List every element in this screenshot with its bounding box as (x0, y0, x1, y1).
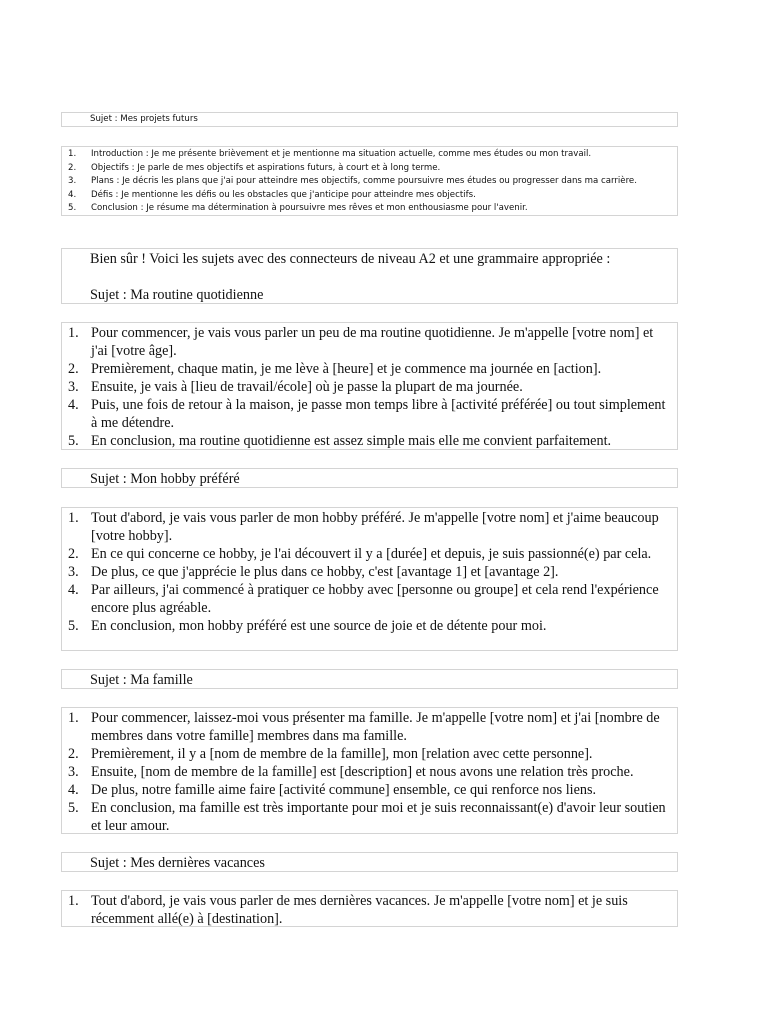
list-item (62, 189, 677, 203)
list-item (62, 799, 677, 835)
item-text: Pour commencer, laissez-moi vous présenter ma famille. Je m'appelle [votre nom] et j'ai [nombre de membres dans votre famille] membres dans ma famille. (91, 710, 660, 744)
list-item (62, 360, 677, 378)
item-text: En ce qui concerne ce hobby, je l'ai découvert il y a [durée] et depuis, je suis passionné(e) par cela. (91, 546, 652, 562)
subject-text: Sujet : Ma famille (90, 672, 193, 688)
item-number: 4. (68, 782, 79, 798)
list-item (62, 617, 677, 635)
list-hobby (61, 507, 678, 651)
list-item (62, 378, 677, 396)
item-number: 5. (68, 433, 79, 449)
item-text: Défis : Je mentionne les défis ou les obstacles que j'anticipe pour atteindre mes objectifs. (91, 189, 476, 200)
item-text: En conclusion, ma famille est très importante pour moi et je suis reconnaissant(e) d'avoir leur soutien et leur amour. (91, 800, 666, 834)
item-text: Plans : Je décris les plans que j'ai pour atteindre mes objectifs, comme poursuivre mes études ou progresser dans ma carrière. (91, 176, 637, 187)
item-text: Par ailleurs, j'ai commencé à pratiquer ce hobby avec [personne ou groupe] et cela rend l'expérience encore plus agréable. (91, 582, 659, 616)
item-text: Introduction : Je me présente brièvement et je mentionne ma situation actuelle, comme mes études ou mon travail. (91, 149, 592, 159)
list-item (62, 162, 677, 176)
item-number: 2. (68, 162, 77, 173)
subject-heading-famille (61, 669, 678, 689)
item-number: 1. (68, 325, 79, 341)
subject-text: Sujet : Mon hobby préféré (90, 471, 240, 487)
intro-block (61, 248, 678, 304)
item-number: 4. (68, 189, 77, 200)
list-item (62, 563, 677, 581)
list-item (62, 432, 677, 450)
list-item (62, 396, 677, 432)
item-number: 2. (68, 746, 79, 762)
item-number: 1. (68, 710, 79, 726)
intro-text: Bien sûr ! Voici les sujets avec des connecteurs de niveau A2 et une grammaire appropriée : (90, 251, 611, 267)
subject-text: Sujet : Ma routine quotidienne (90, 287, 264, 303)
item-text: Premièrement, il y a [nom de membre de la famille], mon [relation avec cette personne]. (91, 746, 593, 762)
item-number: 4. (68, 397, 79, 413)
item-number: 4. (68, 582, 79, 598)
subject-heading-hobby (61, 468, 678, 488)
item-text: Ensuite, je vais à [lieu de travail/école] où je passe la plupart de ma journée. (91, 379, 523, 395)
item-text: Tout d'abord, je vais vous parler de mes dernières vacances. Je m'appelle [votre nom] et je suis récemment allé(e) à [destination]. (91, 893, 628, 927)
item-text: Premièrement, chaque matin, je me lève à [heure] et je commence ma journée en [action]. (91, 361, 602, 377)
list-item (62, 745, 677, 763)
item-number: 3. (68, 379, 79, 395)
subject-heading-projets (61, 112, 678, 127)
item-number: 1. (68, 510, 79, 526)
item-number: 5. (68, 800, 79, 816)
item-number: 1. (68, 149, 77, 159)
item-text: Pour commencer, je vais vous parler un peu de ma routine quotidienne. Je m'appelle [votre nom] et j'ai [votre âge]. (91, 325, 654, 359)
list-item (62, 581, 677, 617)
item-text: En conclusion, ma routine quotidienne est assez simple mais elle me convient parfaitement. (91, 433, 612, 449)
item-text: De plus, ce que j'apprécie le plus dans ce hobby, c'est [avantage 1] et [avantage 2]. (91, 564, 559, 580)
list-item (62, 892, 677, 928)
item-text: Ensuite, [nom de membre de la famille] est [description] et nous avons une relation très proche. (91, 764, 634, 780)
item-number: 5. (68, 618, 79, 634)
item-number: 2. (68, 361, 79, 377)
subject-text: Sujet : Mes dernières vacances (90, 855, 265, 871)
list-item (62, 781, 677, 799)
list-item (62, 324, 677, 360)
item-number: 5. (68, 203, 77, 214)
list-famille (61, 707, 678, 834)
subject-text: Sujet : Mes projets futurs (90, 114, 198, 124)
item-text: Puis, une fois de retour à la maison, je passe mon temps libre à [activité préférée] ou tout simplement à me détendre. (91, 397, 666, 431)
item-number: 3. (68, 176, 77, 187)
item-number: 1. (68, 893, 79, 909)
list-vacances (61, 890, 678, 927)
item-number: 2. (68, 546, 79, 562)
list-item (62, 202, 677, 216)
list-item (62, 175, 677, 189)
item-text: Tout d'abord, je vais vous parler de mon hobby préféré. Je m'appelle [votre nom] et j'aime beaucoup [votre hobby]. (91, 510, 659, 544)
list-item (62, 148, 677, 162)
item-number: 3. (68, 564, 79, 580)
item-text: De plus, notre famille aime faire [activité commune] ensemble, ce qui renforce nos liens. (91, 782, 597, 798)
item-text: Conclusion : Je résume ma détermination à poursuivre mes rêves et mon enthousiasme pour l'avenir. (91, 203, 528, 214)
list-routine (61, 322, 678, 450)
list-item (62, 509, 677, 545)
list-projets (61, 146, 678, 216)
subject-heading-vacances (61, 852, 678, 872)
item-text: Objectifs : Je parle de mes objectifs et aspirations futurs, à court et à long terme. (91, 162, 441, 173)
list-item (62, 709, 677, 745)
item-number: 3. (68, 764, 79, 780)
list-item (62, 545, 677, 563)
item-text: En conclusion, mon hobby préféré est une source de joie et de détente pour moi. (91, 618, 547, 634)
list-item (62, 763, 677, 781)
